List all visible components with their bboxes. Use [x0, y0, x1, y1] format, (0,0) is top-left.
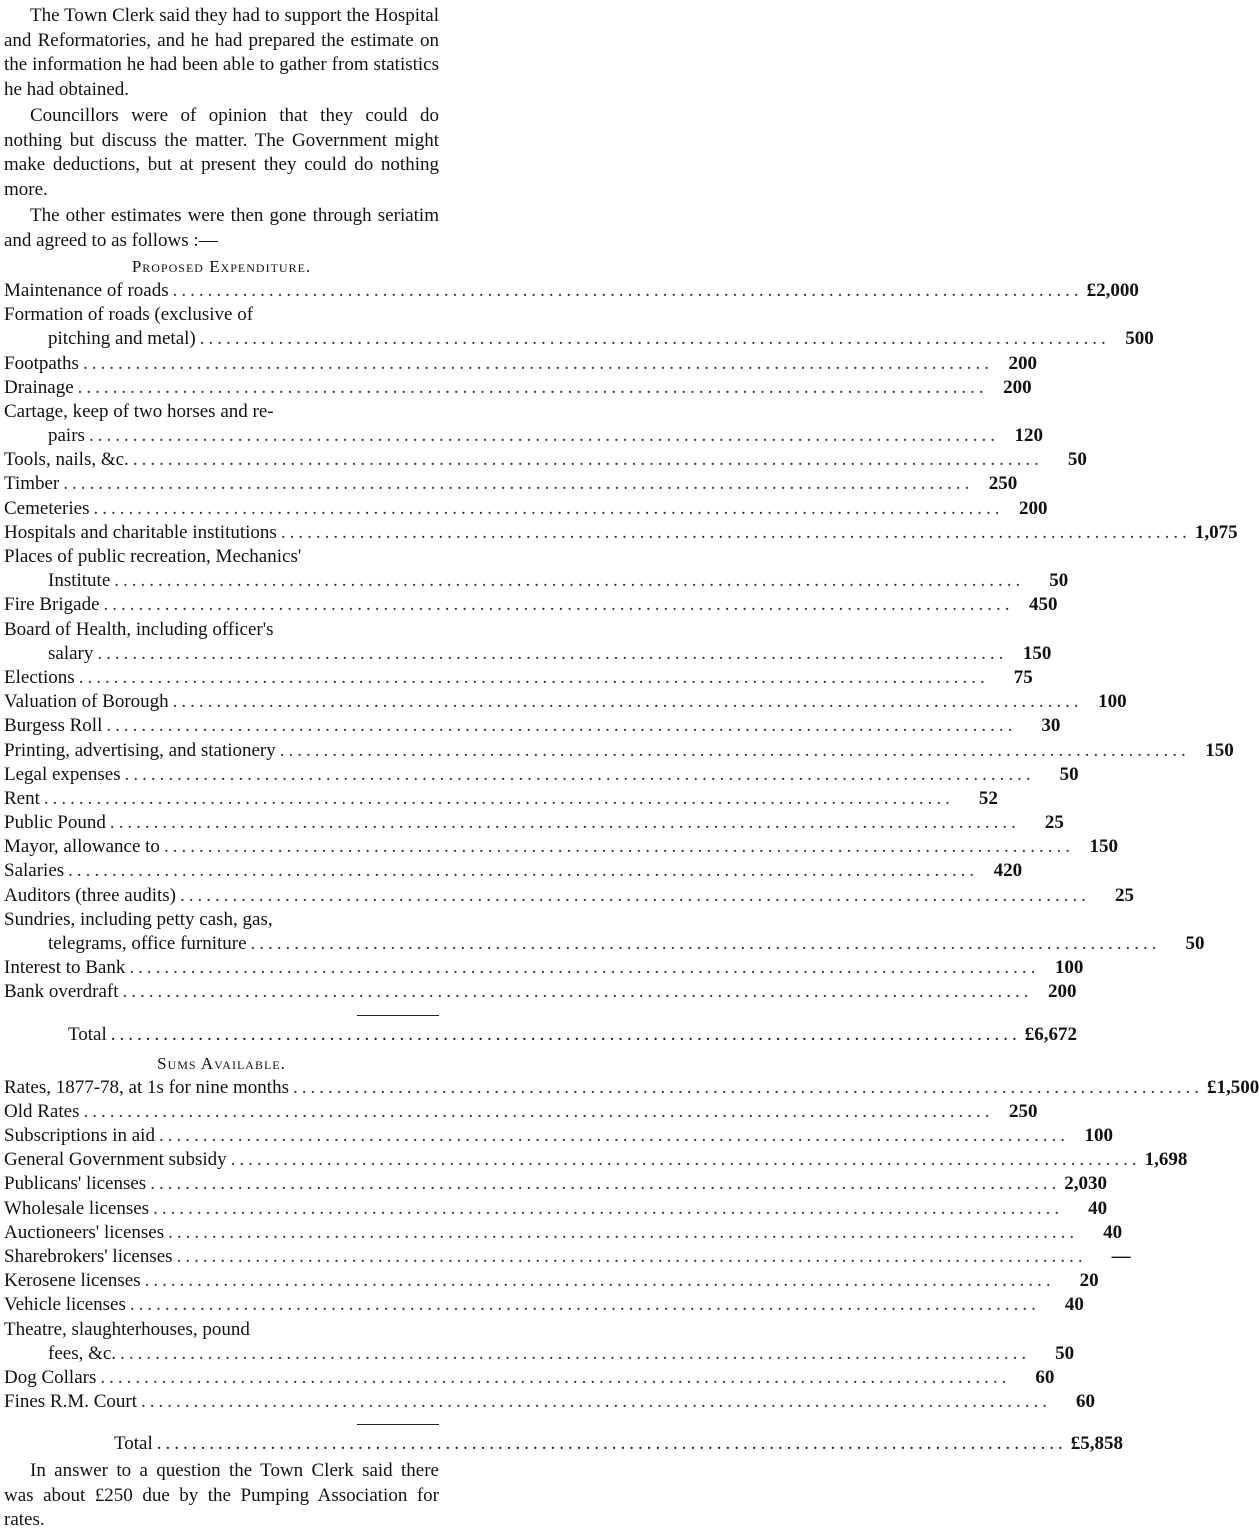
item-amount: 200 — [1018, 497, 1048, 519]
leader-dots — [116, 1342, 1034, 1366]
item-label: Elections — [4, 666, 75, 688]
item-amount: — — [1111, 1245, 1131, 1267]
leader-dots — [40, 787, 958, 811]
item-amount: 120 — [1014, 425, 1043, 447]
item-amount: 1,075 — [1194, 521, 1238, 543]
item-label: Valuation of Borough — [4, 691, 169, 713]
item-amount: 100 — [1054, 957, 1084, 979]
leader-dots — [169, 279, 1087, 303]
item-amount: 25 — [1044, 812, 1064, 834]
paragraph-estimates: The other estimates were then gone through seriatim and agreed to as follows :— — [4, 205, 439, 251]
item-continuation — [4, 932, 1205, 956]
item-label: Dog Collars — [4, 1366, 97, 1388]
item-label: Drainage — [4, 376, 74, 398]
item-label: Cartage, keep of two horses and re- — [4, 400, 274, 422]
item-continuation — [4, 642, 1052, 666]
item-label-continued: pitching and metal) — [48, 328, 196, 350]
item-label: Timber — [4, 473, 60, 495]
item-label: Fines R.M. Court — [4, 1391, 138, 1413]
available-list — [4, 1076, 1259, 1415]
available-total-label: Total — [114, 1433, 153, 1455]
item-amount: 150 — [1089, 836, 1118, 858]
leader-dots — [129, 448, 1047, 472]
item-amount: 40 — [1064, 1294, 1084, 1316]
list-item — [4, 666, 1033, 690]
item-label-continued: salary — [48, 642, 94, 664]
item-label: Theatre, slaughterhouses, pound — [4, 1318, 250, 1340]
list-item — [4, 763, 1079, 787]
expenditure-total-label: Total — [68, 1023, 107, 1045]
leader-dots — [106, 811, 1024, 835]
leader-dots — [121, 763, 1039, 787]
item-label: Maintenance of roads — [4, 279, 169, 301]
newspaper-column — [4, 4, 1259, 1533]
item-label-continued: fees, &c. — [48, 1342, 117, 1364]
item-amount: 75 — [1013, 666, 1033, 688]
item-label-continued: pairs — [48, 425, 85, 447]
item-continuation — [4, 1342, 1075, 1366]
leader-dots — [100, 593, 1018, 617]
leader-dots — [93, 642, 1011, 666]
item-continuation — [4, 327, 1154, 351]
item-continuation — [4, 569, 1069, 593]
item-label: Sundries, including petty cash, gas, — [4, 908, 273, 930]
item-label: General Government subsidy — [4, 1149, 227, 1171]
list-item — [4, 1148, 1188, 1172]
leader-dots — [146, 1172, 1064, 1196]
item-label: Places of public recreation, Mechanics' — [4, 546, 302, 568]
leader-dots — [141, 1269, 1059, 1293]
leader-dots — [74, 376, 992, 400]
leader-dots — [102, 714, 1020, 738]
leader-dots — [227, 1148, 1145, 1172]
list-item — [4, 1293, 1084, 1317]
paragraph-pumping-association: In answer to a question the Town Clerk said there was about £250 due by the Pumping Association for rates. — [4, 1460, 439, 1531]
leader-dots — [289, 1076, 1207, 1100]
item-amount: 40 — [1103, 1221, 1123, 1243]
paragraph-councillors: Councillors were of opinion that they could do nothing but discuss the matter. The Government might make deductions, but at present they could do nothing more. — [4, 105, 439, 200]
leader-dots — [96, 1366, 1014, 1390]
list-item — [4, 787, 998, 811]
leader-dots — [247, 932, 1165, 956]
item-label: Rates, 1877-78, at 1s for nine months — [4, 1076, 289, 1098]
item-label: Printing, advertising, and stationery — [4, 739, 276, 761]
item-amount: 50 — [1185, 933, 1205, 955]
leader-dots — [126, 1293, 1044, 1317]
item-amount: 100 — [1098, 691, 1127, 713]
list-item — [4, 690, 1127, 714]
leader-dots — [75, 666, 993, 690]
item-amount: 1,698 — [1144, 1149, 1188, 1171]
list-item — [4, 303, 1154, 351]
list-item — [4, 714, 1061, 738]
item-amount: 420 — [993, 860, 1023, 882]
item-label: Bank overdraft — [4, 981, 119, 1003]
item-label: Footpaths — [4, 352, 79, 374]
leader-dots — [64, 859, 982, 883]
item-amount: 500 — [1125, 328, 1154, 350]
list-item — [4, 618, 1052, 666]
list-item — [4, 860, 1023, 884]
item-label: Auctioneers' licenses — [4, 1221, 165, 1243]
item-label: Formation of roads (exclusive of — [4, 304, 254, 326]
list-item — [4, 1318, 1075, 1366]
list-item — [4, 1100, 1038, 1124]
item-amount: 30 — [1041, 715, 1061, 737]
list-item — [4, 1390, 1096, 1414]
item-label: Legal expenses — [4, 763, 121, 785]
list-item — [4, 739, 1234, 763]
leader-dots — [169, 690, 1087, 714]
item-amount: 200 — [1008, 352, 1037, 374]
list-item — [4, 521, 1238, 545]
item-amount: £2,000 — [1086, 279, 1139, 301]
item-amount: 60 — [1035, 1366, 1055, 1388]
item-amount: 40 — [1088, 1197, 1108, 1219]
item-amount: 25 — [1115, 884, 1135, 906]
item-amount: 200 — [1003, 376, 1032, 398]
list-item — [4, 811, 1064, 835]
leader-dots — [118, 980, 1036, 1004]
leader-dots — [149, 1197, 1067, 1221]
leader-dots — [176, 884, 1094, 908]
leader-dots — [164, 1221, 1082, 1245]
leader-dots — [277, 521, 1195, 545]
expenditure-total-amount: £6,672 — [1024, 1023, 1078, 1045]
leader-dots — [160, 835, 1078, 859]
item-amount: 60 — [1076, 1391, 1096, 1413]
leader-dots — [276, 739, 1194, 763]
item-label: Salaries — [4, 860, 65, 882]
list-item — [4, 400, 1043, 448]
leader-dots — [79, 352, 997, 376]
leader-dots — [155, 1124, 1073, 1148]
item-amount: 50 — [1049, 570, 1069, 592]
item-amount: 50 — [1055, 1342, 1075, 1364]
leader-dots — [89, 497, 1007, 521]
leader-dots — [59, 472, 977, 496]
list-item — [4, 980, 1077, 1004]
list-item — [4, 376, 1032, 400]
leader-dots — [137, 1390, 1055, 1414]
list-item — [4, 1172, 1107, 1196]
list-item — [4, 908, 1205, 956]
heading-proposed-expenditure: Proposed Expenditure. — [131, 257, 312, 276]
heading-sums-available: Sums Available. — [157, 1053, 286, 1073]
expenditure-list — [4, 279, 1238, 1005]
list-item — [4, 1366, 1055, 1390]
item-amount: 250 — [1008, 1100, 1038, 1122]
leader-dots — [196, 327, 1114, 351]
paragraph-town-clerk: The Town Clerk said they had to support the Hospital and Reformatories, and he had prepared the estimate on the information he had been able to gather from statistics he had obtained. — [4, 5, 439, 100]
item-continuation — [4, 424, 1043, 448]
item-amount: 200 — [1047, 981, 1077, 1003]
list-item — [4, 279, 1139, 303]
item-label: Vehicle licenses — [4, 1294, 126, 1316]
available-total-row — [4, 1429, 1124, 1459]
item-label-continued: Institute — [48, 570, 111, 592]
leader-dots — [110, 569, 1028, 593]
item-label: Sharebrokers' licenses — [4, 1245, 173, 1267]
leader-dots — [153, 1429, 1071, 1459]
item-label: Burgess Roll — [4, 715, 103, 737]
total-rule — [357, 1424, 439, 1425]
list-item — [4, 884, 1135, 908]
item-label: Public Pound — [4, 812, 106, 834]
list-item — [4, 352, 1037, 376]
leader-dots — [85, 424, 1003, 448]
list-item — [4, 593, 1058, 617]
list-item — [4, 1076, 1259, 1100]
list-item — [4, 497, 1048, 521]
list-item — [4, 473, 1018, 497]
list-item — [4, 835, 1118, 859]
item-amount: £1,500 — [1206, 1076, 1259, 1098]
item-amount: 2,030 — [1064, 1173, 1107, 1195]
list-item — [4, 956, 1084, 980]
list-item — [4, 1197, 1108, 1221]
item-amount: 50 — [1059, 763, 1079, 785]
list-item — [4, 1124, 1113, 1148]
item-label: Subscriptions in aid — [4, 1124, 155, 1146]
expenditure-total-row — [4, 1020, 1078, 1050]
item-amount: 150 — [1022, 642, 1052, 664]
item-amount: 450 — [1029, 594, 1058, 616]
leader-dots — [79, 1100, 997, 1124]
item-amount: 52 — [978, 787, 998, 809]
item-label: Old Rates — [4, 1100, 80, 1122]
item-label: Tools, nails, &c. — [4, 449, 129, 471]
total-rule — [357, 1015, 439, 1016]
leader-dots — [125, 956, 1043, 980]
list-item — [4, 545, 1069, 593]
item-amount: 50 — [1067, 449, 1087, 471]
item-label: Kerosene licenses — [4, 1270, 141, 1292]
item-label: Fire Brigade — [4, 594, 100, 616]
item-label: Board of Health, including officer's — [4, 618, 274, 640]
item-label: Mayor, allowance to — [4, 836, 160, 858]
list-item — [4, 1245, 1131, 1269]
leader-dots — [173, 1245, 1091, 1269]
leader-dots — [107, 1020, 1025, 1050]
list-item — [4, 448, 1087, 472]
item-amount: 100 — [1084, 1124, 1113, 1146]
item-label: Interest to Bank — [4, 957, 126, 979]
item-label: Publicans' licenses — [4, 1173, 147, 1195]
available-total-amount: £5,858 — [1070, 1433, 1124, 1455]
item-label: Hospitals and charitable institutions — [4, 521, 277, 543]
item-label-continued: telegrams, office furniture — [48, 933, 247, 955]
list-item — [4, 1269, 1099, 1293]
item-label: Auditors (three audits) — [4, 884, 177, 906]
item-label: Wholesale licenses — [4, 1197, 150, 1219]
item-amount: 20 — [1079, 1270, 1099, 1292]
item-amount: 150 — [1205, 739, 1234, 761]
item-label: Rent — [4, 787, 40, 809]
item-label: Cemeteries — [4, 497, 90, 519]
item-amount: 250 — [988, 473, 1018, 495]
list-item — [4, 1221, 1123, 1245]
